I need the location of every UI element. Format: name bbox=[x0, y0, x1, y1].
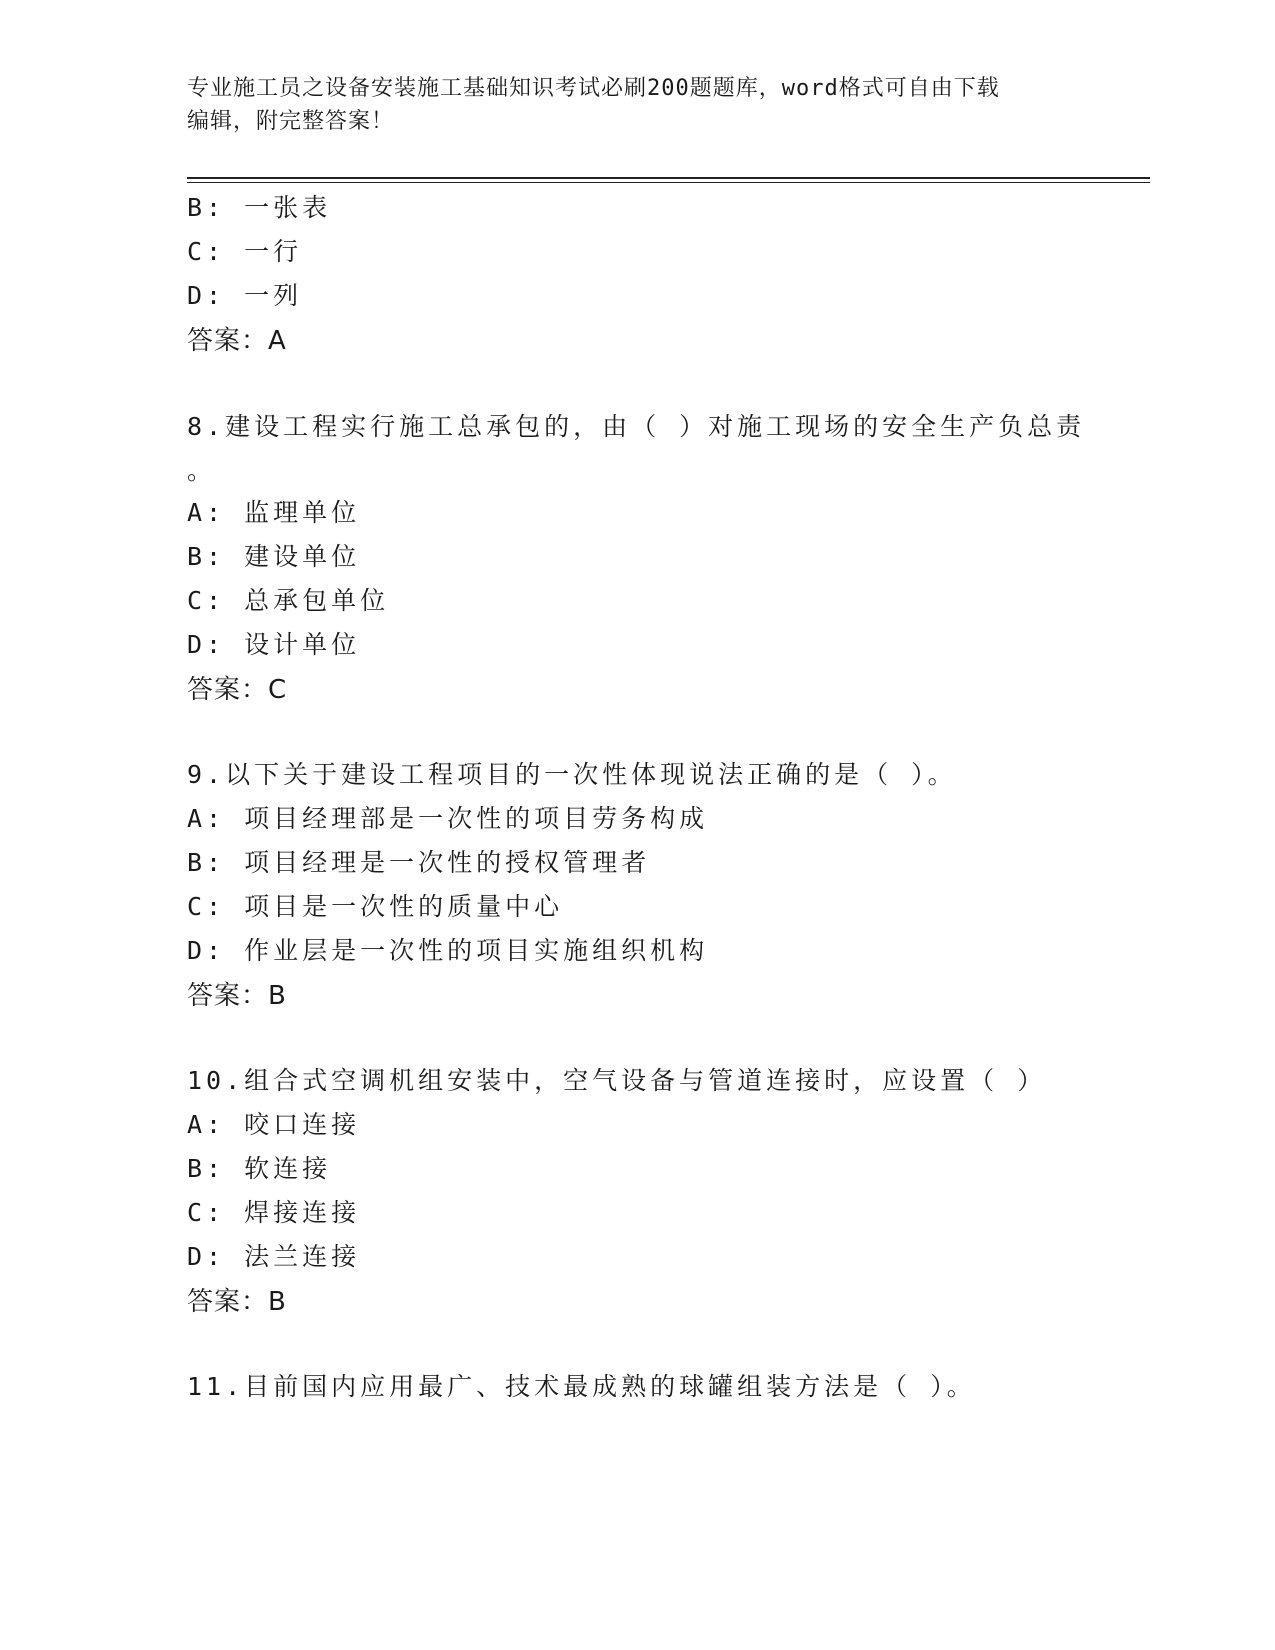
q7-option-b: B: 一张表 bbox=[187, 193, 332, 222]
q7-option-d: D: 一列 bbox=[187, 281, 303, 310]
q10-option-a: A: 咬口连接 bbox=[187, 1110, 361, 1139]
q8-option-b: B: 建设单位 bbox=[187, 542, 361, 571]
q8-option-c: C: 总承包单位 bbox=[187, 586, 390, 615]
q9-option-b: B: 项目经理是一次性的授权管理者 bbox=[187, 848, 651, 877]
q10-option-c: C: 焊接连接 bbox=[187, 1198, 361, 1227]
q10-stem: 10.组合式空调机组安装中，空气设备与管道连接时，应设置（ ） bbox=[187, 1066, 1047, 1095]
q7-answer: 答案：A bbox=[187, 326, 287, 356]
document-header bbox=[187, 72, 1067, 138]
q9-option-d: D: 作业层是一次性的项目实施组织机构 bbox=[187, 936, 709, 965]
header-divider-thin bbox=[187, 182, 1150, 183]
q10-option-b: B: 软连接 bbox=[187, 1154, 332, 1183]
q8-answer: 答案：C bbox=[187, 675, 288, 705]
q9-option-c: C: 项目是一次性的质量中心 bbox=[187, 892, 564, 921]
q8-stem-continued: 。 bbox=[187, 456, 217, 485]
header-title-line-1: 专业施工员之设备安装施工基础知识考试必刷200题题库，word格式可自由下载 bbox=[187, 76, 1000, 101]
header-title-line-2: 编辑，附完整答案！ bbox=[187, 109, 395, 134]
q8-option-a: A: 监理单位 bbox=[187, 498, 361, 527]
q10-option-d: D: 法兰连接 bbox=[187, 1242, 361, 1271]
q8-stem: 8.建设工程实行施工总承包的，由（ ）对施工现场的安全生产负总责 bbox=[187, 412, 1086, 441]
q11-stem: 11.目前国内应用最广、技术最成熟的球罐组装方法是（ ）。 bbox=[187, 1372, 976, 1401]
q10-answer: 答案：B bbox=[187, 1287, 287, 1317]
q9-option-a: A: 项目经理部是一次性的项目劳务构成 bbox=[187, 804, 709, 833]
q9-answer: 答案：B bbox=[187, 981, 287, 1011]
q8-option-d: D: 设计单位 bbox=[187, 630, 361, 659]
q7-option-c: C: 一行 bbox=[187, 237, 303, 266]
q9-stem: 9.以下关于建设工程项目的一次性体现说法正确的是（ ）。 bbox=[187, 760, 957, 789]
header-divider-thick bbox=[187, 177, 1150, 179]
